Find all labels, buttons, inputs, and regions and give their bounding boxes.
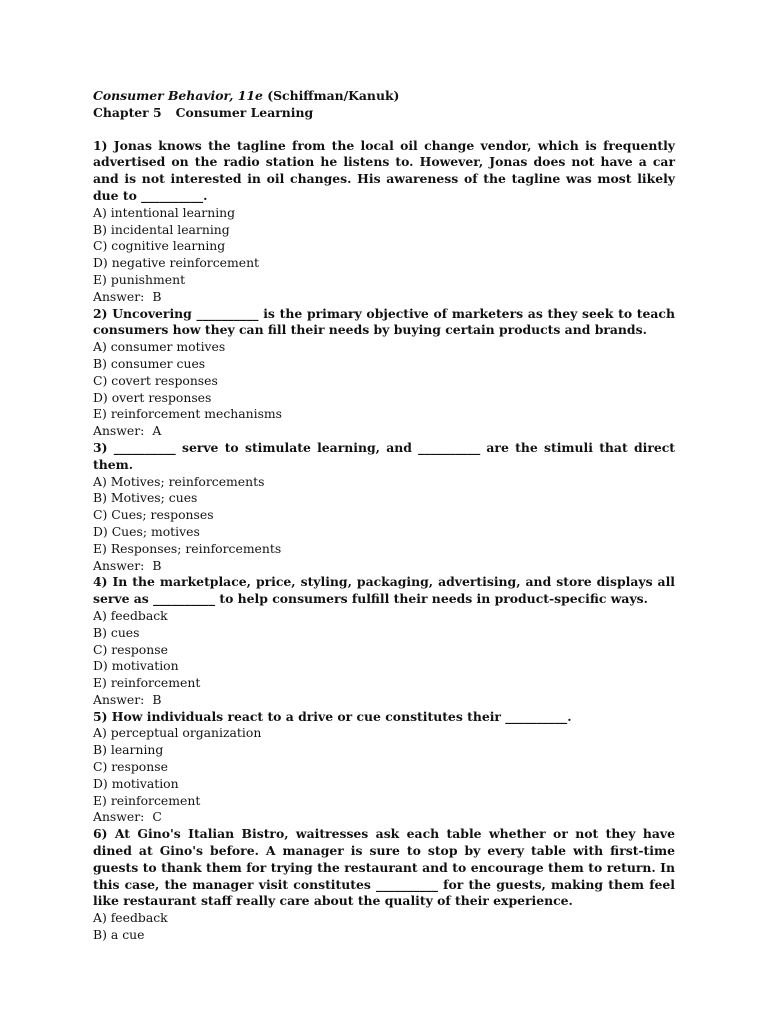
answer-option: A) Motives; reinforcements (93, 473, 265, 489)
answer-option: B) learning (93, 742, 164, 758)
question-text: 6) At Gino's Italian Bistro, waitresses ask each table whether or not they have dined at Gino's before. A manager is sure to stop by every table with first-time guests to thank them for trying the restaurant and to encourage them to return. In this case, the manager visit constitutes __________ for the guests, making them feel like restaurant staff really care about the quality of their experience. (93, 826, 675, 909)
answer-key (93, 692, 675, 709)
answer-option: B) Motives; cues (93, 490, 198, 506)
answer-key (93, 289, 675, 306)
question-text: 3) __________ serve to stimulate learning, and __________ are the stimuli that direct them. (93, 439, 675, 472)
question-block (93, 574, 675, 708)
answer-option: C) Cues; responses (93, 507, 214, 523)
question-text: 5) How individuals react to a drive or cue constitutes their __________. (93, 708, 572, 724)
answer-option: B) cues (93, 624, 140, 640)
answer-option: A) intentional learning (93, 204, 236, 220)
answer-label: Answer: (93, 809, 145, 825)
answer-option: D) Cues; motives (93, 523, 200, 539)
answer-key (93, 423, 675, 440)
answer-option: C) response (93, 641, 168, 657)
answer-option: B) incidental learning (93, 221, 230, 237)
question-text: 4) In the marketplace, price, styling, packaging, advertising, and store displays all serve as __________ to help consumers fulfill their needs in product-specific ways. (93, 574, 675, 607)
question-block (93, 826, 675, 944)
chapter-heading (93, 105, 675, 122)
answer-option: A) feedback (93, 607, 168, 623)
answer-option: B) consumer cues (93, 355, 206, 371)
question-text: 1) Jonas knows the tagline from the local oil change vendor, which is frequently advertised on the radio station he listens to. However, Jonas does not have a car and is not interested in oil changes. His awareness of the tagline was most likely due to __________. (93, 137, 675, 203)
answer-value: C (152, 809, 162, 825)
answer-value: B (152, 288, 162, 304)
answer-key (93, 809, 675, 826)
answer-option: E) reinforcement (93, 792, 201, 808)
answer-option: E) reinforcement (93, 675, 201, 691)
answer-label: Answer: (93, 423, 145, 439)
answer-option: C) cognitive learning (93, 238, 226, 254)
answer-label: Answer: (93, 288, 145, 304)
chapter-title: Consumer Learning (175, 104, 314, 120)
answer-option: C) response (93, 759, 168, 775)
answer-option: E) reinforcement mechanisms (93, 406, 283, 422)
book-header (93, 88, 675, 105)
answer-label: Answer: (93, 691, 145, 707)
book-authors: (Schiffman/Kanuk) (262, 88, 400, 103)
answer-option: A) feedback (93, 910, 168, 926)
answer-option: A) perceptual organization (93, 725, 262, 741)
question-block (93, 440, 675, 574)
question-text: 2) Uncovering __________ is the primary objective of marketers as they seek to teach consumers how they can fill their needs by buying certain products and brands. (93, 305, 675, 338)
answer-value: A (152, 423, 162, 439)
answer-option: E) punishment (93, 271, 186, 287)
answer-option: C) covert responses (93, 372, 218, 388)
answer-option: A) consumer motives (93, 339, 226, 355)
question-block (93, 709, 675, 827)
answer-label: Answer: (93, 557, 145, 573)
answer-option: D) overt responses (93, 389, 212, 405)
answer-value: B (152, 691, 162, 707)
answer-option: D) motivation (93, 658, 179, 674)
chapter-number: Chapter 5 (93, 104, 162, 120)
answer-key (93, 558, 675, 575)
document-page (93, 88, 675, 944)
answer-option: D) negative reinforcement (93, 255, 260, 271)
question-block (93, 138, 675, 306)
answer-option: B) a cue (93, 927, 145, 943)
book-title: Consumer Behavior, 11e (93, 88, 263, 103)
question-block (93, 306, 675, 440)
answer-option: D) motivation (93, 775, 179, 791)
answer-option: E) Responses; reinforcements (93, 540, 282, 556)
answer-value: B (152, 557, 162, 573)
